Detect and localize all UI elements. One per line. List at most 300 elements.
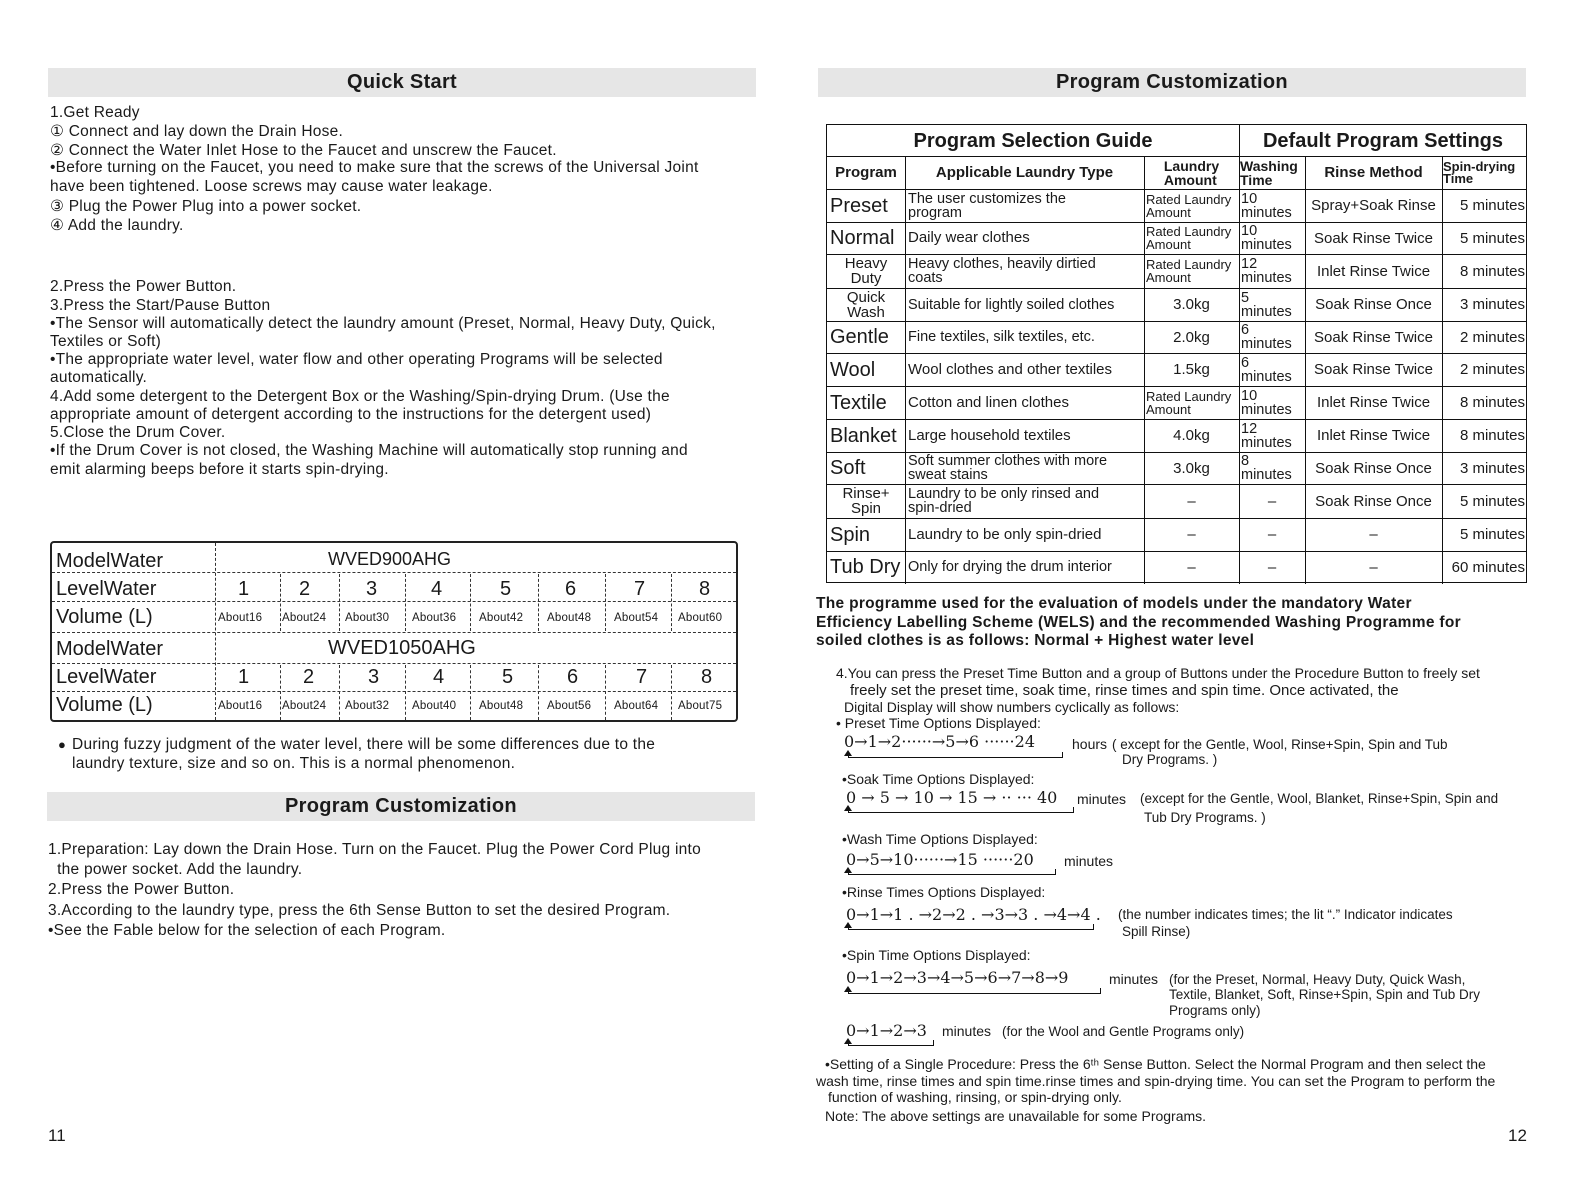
spin-note: (for the Preset, Normal, Heavy Duty, Quick Wash,	[1169, 972, 1466, 987]
rinse-method-text: Soak Rinse Once	[1315, 492, 1432, 510]
laundry-amount	[1146, 189, 1237, 222]
spin-note: Textile, Blanket, Soft, Rinse+Spin, Spin and Tub Dry	[1169, 987, 1481, 1002]
soak-note: (except for the Gentle, Wool, Blanket, Rinse+Spin, Spin and	[1140, 791, 1499, 806]
pc-line: 1.Preparation: Lay down the Drain Hose. Turn on the Faucet. Plug the Power Cord Plug into	[48, 841, 701, 858]
fuzzy-line: laundry texture, size and so on. This is a normal phenomenon.	[72, 755, 516, 772]
spin-time	[1444, 386, 1525, 419]
level-value: 4	[433, 666, 445, 688]
laundry-amount-text: 2.0kg	[1173, 328, 1210, 346]
rinse-method-text: Inlet Rinse Twice	[1316, 427, 1431, 444]
washing-time-text: minutes	[1241, 336, 1292, 352]
step4-line: freely set the preset time, soak time, rinse times and spin time. Once activated, the	[850, 682, 1399, 699]
laundry-type-text: sweat stains	[908, 467, 988, 483]
laundry-type-text: coats	[908, 270, 943, 286]
laundry-type-text: Fine textiles, silk textiles, etc.	[908, 329, 1095, 345]
program-name	[830, 484, 902, 518]
rinse-note: Spill Rinse)	[1122, 924, 1191, 939]
qs-line: 5.Close the Drum Cover.	[50, 424, 226, 441]
volume-value: About54	[614, 612, 659, 624]
column-divider	[1305, 156, 1306, 584]
laundry-amount-text: Amount	[1146, 237, 1191, 252]
spin-time-text: 3 minutes	[1459, 459, 1525, 477]
loop-back-line	[848, 1040, 934, 1046]
laundry-amount-text: –	[1187, 558, 1196, 576]
loop-arrow-icon	[844, 750, 852, 756]
laundry-type-text: Soft summer clothes with more	[908, 453, 1108, 469]
volume-label: Volume (L)	[56, 694, 153, 716]
loop-back-line	[848, 988, 1101, 994]
laundry-amount	[1147, 419, 1236, 452]
level-value: 1	[238, 578, 250, 600]
rinse-sequence: 0→1→1 . →2→2 . →3→3 . →4→4 .	[846, 905, 1101, 924]
preset-note: Dry Programs. )	[1122, 752, 1218, 767]
bullet-icon: ●	[58, 737, 67, 752]
spin-unit: minutes	[1109, 971, 1159, 987]
header-program	[830, 156, 902, 189]
spin-time	[1444, 321, 1525, 353]
washing-time-text: minutes	[1241, 204, 1292, 221]
laundry-amount-text: 3.0kg	[1173, 296, 1210, 313]
rinse-method	[1308, 452, 1439, 484]
wels-line: soiled clothes is as follows: Normal + Highest water level	[816, 632, 1255, 649]
row-divider	[52, 691, 736, 692]
volume-value: About42	[479, 612, 524, 624]
laundry-amount	[1147, 321, 1236, 353]
laundry-amount-text: 1.5kg	[1173, 361, 1210, 378]
program-name-text: Blanket	[830, 424, 897, 447]
preset-unit: hours	[1072, 736, 1108, 752]
program-name-text: Heavy	[844, 255, 888, 272]
column-divider	[215, 543, 216, 720]
volume-value: About60	[678, 612, 723, 624]
rinse-method-text: Soak Rinse Twice	[1314, 328, 1433, 346]
laundry-amount-text: –	[1187, 492, 1196, 510]
volume-value: About24	[282, 700, 327, 712]
washing-time-text: minutes	[1241, 401, 1292, 418]
level-value: 6	[565, 578, 577, 600]
column-divider	[605, 574, 606, 631]
volume-value: About48	[479, 700, 524, 712]
spin-time-text: 5 minutes	[1459, 526, 1525, 543]
laundry-type	[908, 419, 1141, 452]
volume-value: About75	[678, 700, 723, 712]
qs-line: emit alarming beeps before it starts spin-drying.	[50, 461, 389, 478]
loop-back-line	[848, 752, 1063, 758]
spin-time-text: 8 minutes	[1459, 262, 1525, 280]
wels-line: The programme used for the evaluation of models under the mandatory Water	[816, 595, 1412, 612]
level-value: 8	[701, 666, 713, 688]
laundry-type	[908, 353, 1141, 386]
volume-value: About16	[218, 700, 263, 712]
laundry-type-text: Suitable for lightly soiled clothes	[908, 296, 1115, 313]
laundry-type-text: Only for drying the drum interior	[908, 559, 1112, 575]
volume-value: About24	[282, 612, 327, 624]
washing-time-text: minutes	[1241, 237, 1292, 253]
laundry-type	[908, 189, 1141, 222]
laundry-amount-text: –	[1187, 526, 1196, 543]
sp-line: wash time, rinse times and spin time.rinse times and spin-drying time. You can set the Program to perform the	[816, 1073, 1496, 1089]
spin-time-text: 5 minutes	[1459, 492, 1525, 510]
level-value: 8	[699, 578, 711, 600]
level-label: LevelWater	[56, 666, 157, 688]
header-rinse-text: Rinse Method	[1324, 164, 1423, 181]
spin-time-text: 8 minutes	[1459, 394, 1525, 411]
laundry-amount	[1146, 254, 1237, 288]
header-washing	[1240, 156, 1304, 189]
step4-line: 4.You can press the Preset Time Button and a group of Buttons under the Procedure Button to freely set	[836, 665, 1480, 681]
spin-time-text: 5 minutes	[1459, 197, 1525, 214]
laundry-type-text: Large household textiles	[908, 426, 1071, 444]
rinse-method-text: Soak Rinse Twice	[1314, 361, 1433, 378]
header-amount-text: Amount	[1163, 171, 1217, 188]
washing-time-text: 10	[1241, 223, 1258, 239]
laundry-type-text: Heavy clothes, heavily dirtied	[908, 256, 1096, 272]
rinse-method	[1308, 189, 1439, 222]
laundry-type	[908, 222, 1141, 254]
column-divider	[339, 574, 340, 631]
program-name	[830, 353, 902, 386]
column-divider	[405, 665, 406, 720]
spin-note: Programs only)	[1169, 1003, 1261, 1018]
program-name	[830, 452, 902, 484]
washing-time-text: 10	[1241, 190, 1258, 207]
qs-line: •If the Drum Cover is not closed, the Washing Machine will automatically stop running and	[50, 442, 688, 459]
volume-value: About40	[412, 700, 457, 712]
program-name-text: Gentle	[830, 326, 889, 348]
level-value: 1	[238, 666, 250, 688]
rinse-method-text: Soak Rinse Once	[1315, 296, 1432, 313]
soak-label: •Soak Time Options Displayed:	[842, 771, 1035, 787]
laundry-amount	[1146, 386, 1237, 419]
qs-line: have been tightened. Loose screws may cause water leakage.	[50, 178, 493, 195]
loop-back-line	[848, 807, 1074, 813]
washing-time-text: –	[1267, 492, 1277, 510]
program-name-text: Preset	[830, 194, 888, 217]
page-number: 12	[1508, 1126, 1527, 1145]
wash-sequence: 0→5→10······→15 ······20	[846, 850, 1034, 869]
row-divider	[52, 601, 736, 602]
program-customization-heading: Program Customization	[47, 792, 755, 821]
level-value: 3	[368, 666, 380, 688]
wels-line: Efficiency Labelling Scheme (WELS) and the recommended Washing Programme for	[816, 613, 1461, 631]
laundry-type	[908, 484, 1141, 518]
pc-line: the power socket. Add the laundry.	[48, 861, 303, 878]
wels-note	[816, 595, 1461, 651]
rinse-method	[1308, 353, 1439, 386]
laundry-amount	[1146, 222, 1237, 254]
washing-time-text: 6	[1241, 322, 1250, 338]
washing-time	[1241, 386, 1303, 419]
program-name-text: Soft	[830, 457, 866, 479]
spin-label: •Spin Time Options Displayed:	[842, 947, 1031, 963]
laundry-amount	[1147, 518, 1236, 551]
header-spin-text: Spin-drying	[1443, 158, 1516, 174]
volume-value: About16	[218, 612, 263, 624]
sp-line: •Setting of a Single Procedure: Press the 6ᵗʰ Sense Button. Select the Normal Program and then select the	[825, 1056, 1486, 1072]
loop-back-line	[848, 924, 1094, 930]
default-title-text: Default Program Settings	[1262, 129, 1504, 152]
rinse-method	[1308, 484, 1439, 518]
laundry-type	[908, 386, 1141, 419]
washing-time-text: minutes	[1241, 270, 1292, 286]
column-divider	[605, 665, 606, 720]
laundry-type-text: Laundry to be only spin-dried	[908, 525, 1102, 543]
qs-line: Textiles or Soft)	[50, 333, 162, 350]
laundry-amount-text: 4.0kg	[1173, 427, 1210, 444]
program-name-text: Wool	[830, 358, 876, 381]
pc-line: 3.According to the laundry type, press the 6th Sense Button to set the desired Program.	[48, 902, 671, 919]
laundry-amount-text: Amount	[1146, 270, 1191, 285]
qs-line: ② Connect the Water Inlet Hose to the Faucet and unscrew the Faucet.	[50, 142, 557, 159]
washing-time-text: –	[1267, 558, 1277, 576]
washing-time-text: –	[1267, 526, 1277, 543]
spin-time-text: 3 minutes	[1459, 296, 1525, 313]
loop-arrow-icon	[844, 986, 852, 992]
laundry-type-text: The user customizes the	[908, 190, 1066, 207]
rinse-method	[1308, 551, 1439, 583]
program-name	[830, 254, 902, 288]
laundry-type-text: program	[908, 204, 962, 221]
laundry-type-text: spin-dried	[908, 500, 972, 516]
header-washing-text: Washing	[1240, 157, 1298, 174]
laundry-type	[908, 452, 1141, 484]
washing-time	[1241, 419, 1303, 452]
loop-arrow-icon	[844, 867, 852, 873]
program-name-text: Quick	[846, 288, 886, 306]
header-type	[908, 156, 1141, 189]
qs-line: ① Connect and lay down the Drain Hose.	[50, 123, 344, 140]
guide-title-text: Program Selection Guide	[913, 129, 1153, 152]
preset-label: • Preset Time Options Displayed:	[836, 715, 1041, 731]
column-divider	[1442, 156, 1443, 584]
washing-time-text: 5	[1241, 289, 1250, 306]
spin-time	[1444, 484, 1525, 518]
spin-time	[1444, 452, 1525, 484]
washing-time	[1241, 189, 1303, 222]
level-value: 2	[303, 666, 315, 688]
column-divider	[280, 574, 281, 631]
fuzzy-line: During fuzzy judgment of the water level, there will be some differences due to the	[72, 736, 656, 753]
spin2-unit: minutes	[942, 1023, 992, 1039]
program-name-text: Rinse+	[842, 485, 890, 502]
column-divider	[1239, 125, 1240, 584]
laundry-amount	[1147, 551, 1236, 583]
volume-value: About56	[547, 700, 592, 712]
program-name-text: Textile	[830, 391, 887, 414]
laundry-type	[908, 321, 1141, 353]
washing-time-text: 6	[1241, 354, 1250, 371]
column-divider	[339, 665, 340, 720]
laundry-type	[908, 551, 1141, 583]
washing-time	[1242, 551, 1302, 583]
laundry-type	[908, 254, 1141, 288]
laundry-type-text: Wool clothes and other textiles	[908, 360, 1113, 378]
qs-line: 3.Press the Start/Pause Button	[50, 297, 271, 314]
spin-time-text: 2 minutes	[1459, 361, 1525, 378]
column-divider	[905, 156, 906, 584]
washing-time-text: 8	[1241, 453, 1250, 469]
rinse-label: •Rinse Times Options Displayed:	[842, 884, 1046, 900]
header-washing-text: Time	[1240, 171, 1273, 188]
washing-time	[1241, 288, 1303, 321]
laundry-type-text: Daily wear clothes	[908, 229, 1030, 246]
program-name	[830, 551, 902, 583]
washing-time	[1241, 353, 1303, 386]
step4-line: Digital Display will show numbers cyclically as follows:	[844, 699, 1180, 715]
level-value: 7	[636, 666, 648, 688]
spin-sequence: 0→1→2→3→4→5→6→7→8→9	[846, 968, 1069, 987]
spin-time	[1444, 189, 1525, 222]
laundry-type	[908, 518, 1141, 551]
qs-line: 1.Get Ready	[50, 104, 140, 121]
rinse-method-text: –	[1369, 558, 1378, 576]
spin-time	[1444, 419, 1525, 452]
spin-time-text: 2 minutes	[1459, 328, 1525, 346]
laundry-amount-text: Rated Laundry	[1146, 388, 1232, 404]
program-name-text: Spin	[830, 523, 871, 546]
program-name-text: Normal	[830, 227, 895, 249]
qs-line: automatically.	[50, 369, 148, 386]
volume-value: About64	[614, 700, 659, 712]
laundry-amount	[1147, 288, 1236, 321]
loop-back-line	[848, 869, 1056, 875]
row-divider	[52, 632, 736, 633]
rinse-method	[1308, 518, 1439, 551]
rinse-method	[1308, 254, 1439, 288]
washing-time	[1242, 518, 1302, 551]
laundry-amount-text: 3.0kg	[1173, 459, 1210, 477]
quick-start-heading: Quick Start	[48, 68, 756, 97]
right-page	[794, 0, 1588, 1192]
level-value: 3	[366, 578, 378, 600]
column-divider	[671, 574, 672, 631]
laundry-type-text: Cotton and linen clothes	[908, 393, 1069, 411]
header-type-text: Applicable Laundry Type	[935, 164, 1114, 181]
spin-time-text: 5 minutes	[1459, 229, 1525, 247]
program-name	[830, 386, 902, 419]
program-name	[830, 189, 902, 222]
spin-time	[1444, 254, 1525, 288]
program-customization-heading: Program Customization	[818, 68, 1526, 97]
program-name	[830, 222, 902, 254]
model-label: ModelWater	[56, 638, 164, 660]
sp-line: function of washing, rinsing, or spin-drying only.	[828, 1089, 1122, 1105]
laundry-amount-text: Rated Laundry	[1146, 191, 1232, 207]
column-divider	[280, 665, 281, 720]
washing-time-text: 12	[1241, 420, 1258, 437]
header-amount	[1147, 156, 1236, 189]
qs-line: 4.Add some detergent to the Detergent Box or the Washing/Spin-drying Drum. (Use the	[50, 388, 670, 405]
level-value: 5	[502, 666, 514, 688]
spin-time-text: 8 minutes	[1459, 427, 1525, 444]
loop-arrow-icon	[844, 1038, 852, 1044]
washing-time	[1241, 452, 1303, 484]
column-divider	[1144, 156, 1145, 584]
pc-line: •See the Fable below for the selection of each Program.	[48, 922, 446, 939]
qs-line: •The Sensor will automatically detect the laundry amount (Preset, Normal, Heavy Duty, Quick,	[50, 315, 716, 332]
loop-arrow-icon	[844, 805, 852, 811]
sp-line: Note: The above settings are unavailable for some Programs.	[825, 1108, 1207, 1124]
soak-sequence: 0 → 5 → 10 → 15 → ·· ··· 40	[846, 788, 1058, 807]
laundry-amount-text: Amount	[1146, 204, 1191, 220]
washing-time	[1241, 321, 1303, 353]
header-rinse	[1308, 156, 1439, 189]
rinse-method-text: Spray+Soak Rinse	[1311, 197, 1436, 214]
wash-unit: minutes	[1064, 853, 1114, 869]
column-divider	[538, 665, 539, 720]
rinse-method-text: Inlet Rinse Twice	[1316, 394, 1431, 411]
spin-time	[1444, 353, 1525, 386]
rinse-note: (the number indicates times; the lit “.” Indicator indicates	[1118, 907, 1453, 922]
spin-time	[1444, 551, 1525, 583]
column-divider	[470, 665, 471, 720]
spin-time	[1444, 222, 1525, 254]
rinse-method-text: Soak Rinse Twice	[1314, 229, 1433, 247]
laundry-amount	[1147, 484, 1236, 518]
washing-time	[1241, 222, 1303, 254]
header-amount-text: Laundry	[1163, 157, 1220, 174]
washing-time-text: minutes	[1241, 467, 1292, 483]
washing-time-text: minutes	[1241, 434, 1292, 451]
column-divider	[405, 574, 406, 631]
volume-value: About48	[547, 612, 592, 624]
rinse-method	[1308, 321, 1439, 353]
laundry-type	[908, 288, 1141, 321]
program-name	[830, 419, 902, 452]
level-value: 7	[634, 578, 646, 600]
level-value: 2	[299, 578, 311, 600]
header-spin-text: Time	[1443, 170, 1474, 186]
washing-time-text: 12	[1241, 256, 1258, 272]
program-name	[830, 321, 902, 353]
washing-time-text: 10	[1241, 387, 1258, 404]
preset-sequence: 0→1→2······→5→6 ······24	[844, 732, 1035, 751]
rinse-method	[1308, 386, 1439, 419]
rinse-method	[1308, 288, 1439, 321]
laundry-type-text: Laundry to be only rinsed and	[908, 486, 1100, 502]
washing-time-text: minutes	[1241, 368, 1292, 385]
default-title	[1242, 125, 1524, 156]
spin2-sequence: 0→1→2→3	[846, 1021, 927, 1040]
qs-line: ③ Plug the Power Plug into a power socket.	[50, 198, 362, 215]
program-name-text: Tub Dry	[830, 556, 901, 578]
volume-value: About36	[412, 612, 457, 624]
rinse-method	[1308, 419, 1439, 452]
page-number: 11	[48, 1126, 66, 1145]
laundry-amount-text: Rated Laundry	[1146, 224, 1232, 239]
row-divider	[52, 663, 736, 664]
program-name-text: Duty	[850, 270, 882, 287]
header-program-text: Program	[835, 164, 897, 181]
soak-unit: minutes	[1077, 791, 1127, 807]
volume-value: About32	[345, 700, 390, 712]
level-label: LevelWater	[56, 578, 157, 600]
column-divider	[538, 574, 539, 631]
washing-time	[1242, 484, 1302, 518]
guide-title	[830, 125, 1236, 156]
qs-line: •The appropriate water level, water flow and other operating Programs will be selected	[50, 351, 663, 368]
column-divider	[470, 574, 471, 631]
model-name: WVED1050AHG	[328, 637, 476, 659]
model-name: WVED900AHG	[328, 549, 452, 569]
model-label: ModelWater	[56, 550, 164, 572]
washing-time	[1241, 254, 1303, 288]
program-name	[830, 518, 902, 551]
loop-arrow-icon	[844, 922, 852, 928]
program-name-text: Spin	[850, 500, 881, 517]
rinse-method-text: Soak Rinse Once	[1315, 459, 1432, 477]
program-table	[826, 124, 1527, 583]
